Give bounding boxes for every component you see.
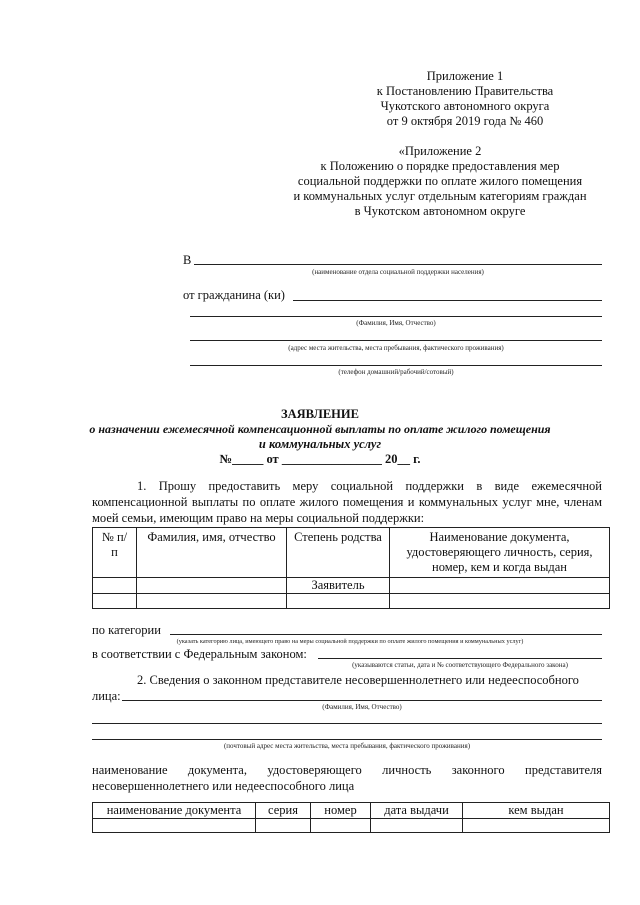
- law-line[interactable]: [318, 658, 602, 659]
- annex2-line1: «Приложение 2: [398, 144, 482, 158]
- annex1-line3: Чукотского автономного округа: [380, 99, 550, 113]
- representative-address-caption: (почтовый адрес места жительства, места пребывания, фактического проживания): [223, 742, 471, 750]
- document-subtitle-line1: о назначении ежемесячной компенсационной выплаты по оплате жилого помещения: [89, 422, 551, 436]
- representative-extra-line[interactable]: [92, 723, 602, 724]
- cell-full-name[interactable]: [137, 578, 287, 594]
- header-issued-by: кем выдан: [463, 803, 610, 819]
- from-name-line[interactable]: [293, 300, 602, 301]
- law-caption: (указываются статьи, дата и № соответствующего Федерального закона): [352, 661, 568, 669]
- cell-identity-document[interactable]: [390, 594, 610, 609]
- category-line[interactable]: [170, 634, 602, 635]
- phone-line[interactable]: [190, 365, 602, 366]
- doc-text-line1: наименование документа, удостоверяющего личность законного представителя: [92, 763, 602, 777]
- family-table: [92, 527, 610, 609]
- to-department-caption: (наименование отдела социальной поддержки населения): [312, 268, 484, 276]
- header-doc-number: номер: [311, 803, 371, 819]
- category-caption: (указать категорию лица, имеющего право на меры социальной поддержки по оплате жилого помещения и коммунальных услуг): [176, 638, 524, 645]
- to-label: В: [183, 253, 192, 267]
- category-label: по категории: [92, 623, 161, 637]
- table-row[interactable]: [93, 578, 610, 594]
- header-full-name: Фамилия, имя, отчество: [137, 528, 287, 578]
- document-subtitle-line2: и коммунальных услуг: [258, 437, 382, 451]
- representative-doc-table-header: [93, 803, 610, 819]
- phone-caption: (телефон домашний/рабочий/сотовый): [338, 368, 454, 376]
- paragraph-1: 1. Прошу предоставить меру социальной поддержки в виде ежемесячной компенсационной выплаты по оплате жилого помещения и коммунальных услуг мне, членам моей семьи, имеющим право на меры социальной поддержки:: [92, 479, 602, 525]
- header-series: серия: [256, 803, 311, 819]
- cell-document-name[interactable]: [93, 819, 256, 833]
- cell-series[interactable]: [256, 819, 311, 833]
- cell-relationship[interactable]: [287, 594, 390, 609]
- cell-number[interactable]: [93, 594, 137, 609]
- law-label: в соответствии с Федеральным законом:: [92, 647, 307, 661]
- cell-issued-by[interactable]: [463, 819, 610, 833]
- address-caption: (адрес места жительства, места пребывания, фактического проживания): [288, 344, 504, 352]
- from-label: от гражданина (ки): [183, 288, 285, 302]
- paragraph-2-line1: 2. Сведения о законном представителе несовершеннолетнего или недееспособного: [137, 673, 579, 687]
- annex2-line5: в Чукотском автономном округе: [354, 204, 526, 218]
- family-table-header: [93, 528, 610, 578]
- table-row[interactable]: [93, 594, 610, 609]
- cell-doc-number[interactable]: [311, 819, 371, 833]
- cell-relationship-applicant: Заявитель: [287, 578, 390, 594]
- name-caption: (Фамилия, Имя, Отчество): [356, 319, 436, 327]
- header-relationship: Степень родства: [287, 528, 390, 578]
- to-department-line[interactable]: [194, 264, 602, 265]
- cell-full-name[interactable]: [137, 594, 287, 609]
- name-line[interactable]: [190, 316, 602, 317]
- table-row[interactable]: [93, 819, 610, 833]
- cell-issue-date[interactable]: [371, 819, 463, 833]
- annex1-line4: от 9 октября 2019 года № 460: [386, 114, 544, 128]
- cell-number[interactable]: [93, 578, 137, 594]
- annex2-line2: к Положению о порядке предоставления мер: [320, 159, 560, 173]
- annex2-line4: и коммунальных услуг отдельным категориям граждан: [293, 189, 587, 203]
- representative-doc-table: [92, 802, 610, 833]
- paragraph-2-line2: лица:: [92, 689, 121, 703]
- annex1-line2: к Постановлению Правительства: [376, 84, 554, 98]
- header-document-name: наименование документа: [93, 803, 256, 819]
- header-identity-document: Наименование документа, удостоверяющего личность, серия, номер, кем и когда выдан: [390, 528, 610, 578]
- representative-name-caption: (Фамилия, Имя, Отчество): [322, 703, 402, 711]
- cell-identity-document[interactable]: [390, 578, 610, 594]
- doc-text-line2: несовершеннолетнего или недееспособного лица: [92, 779, 355, 793]
- representative-address-line[interactable]: [92, 739, 602, 740]
- header-issue-date: дата выдачи: [371, 803, 463, 819]
- annex1-line1: Приложение 1: [426, 69, 504, 83]
- document-title: ЗАЯВЛЕНИЕ: [281, 407, 359, 421]
- annex2-line3: социальной поддержки по оплате жилого помещения: [297, 174, 583, 188]
- header-number: № п/п: [93, 528, 137, 578]
- address-line[interactable]: [190, 340, 602, 341]
- document-number-date: №_____ от ________________ 20__ г.: [219, 452, 421, 466]
- representative-name-line[interactable]: [122, 700, 602, 701]
